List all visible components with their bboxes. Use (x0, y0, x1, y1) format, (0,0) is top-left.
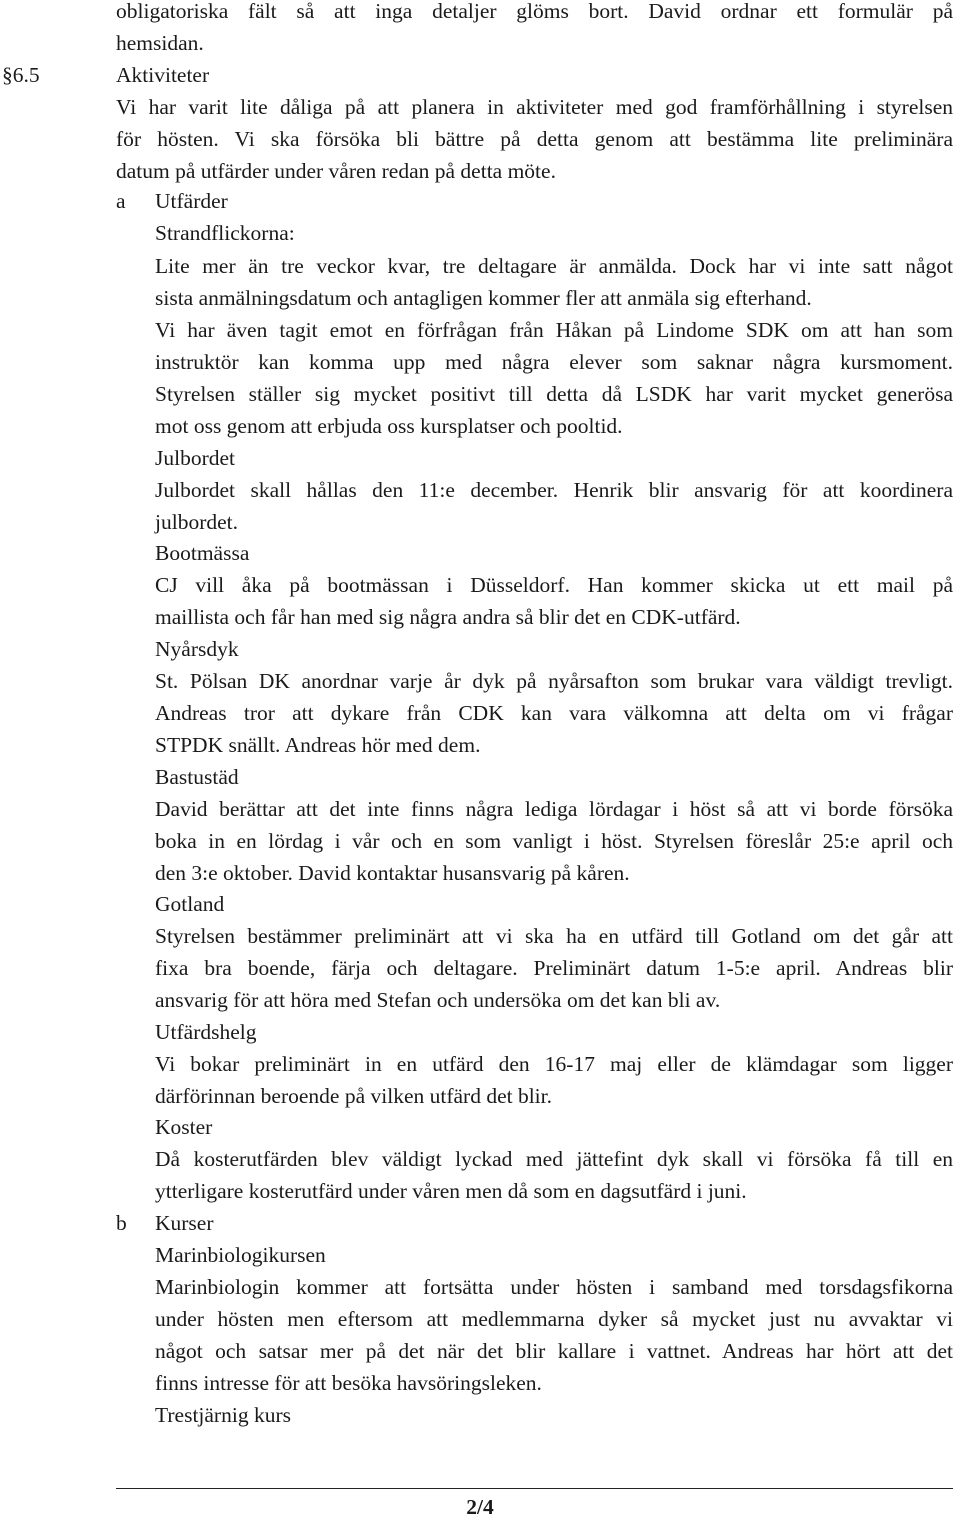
paragraph-line: sista anmälningsdatum och antagligen kommer fler att anmäla sig efterhand. (155, 286, 812, 310)
subheading-gotland: Gotland (155, 892, 225, 916)
paragraph-line: Vi bokar preliminärt in en utfärd den 16-17 maj eller de klämdagar som ligger (155, 1052, 953, 1076)
paragraph-line: Lite mer än tre veckor kvar, tre deltagare är anmälda. Dock har vi inte satt något (155, 254, 953, 278)
intro-line: obligatoriska fält så att inga detaljer glöms bort. David ordnar ett formulär på (116, 0, 953, 23)
paragraph-line: instruktör kan komma upp med några elever som saknar några kursmoment. (155, 350, 953, 374)
subheading-marinbiologikursen: Marinbiologikursen (155, 1243, 326, 1267)
footer-divider (116, 1488, 953, 1489)
paragraph-line: David berättar att det inte finns några lediga lördagar i höst så att vi borde försöka (155, 797, 953, 821)
section-paragraph-line: Vi har varit lite dåliga på att planera in aktiviteter med god framförhållning i styrelsen (116, 95, 953, 119)
paragraph-line: STPDK snällt. Andreas hör med dem. (155, 733, 481, 757)
paragraph-line: maillista och får han med sig några andra så blir det en CDK-utfärd. (155, 605, 741, 629)
subheading-trestjarnig-kurs: Trestjärnig kurs (155, 1403, 291, 1427)
paragraph-line: den 3:e oktober. David kontaktar husansvarig på kåren. (155, 861, 630, 885)
paragraph-line: julbordet. (155, 510, 238, 534)
section-paragraph-line: för hösten. Vi ska försöka bli bättre på detta genom att bestämma lite preliminära (116, 127, 953, 151)
paragraph-line: St. Pölsan DK anordnar varje år dyk på nyårsafton som brukar vara väldigt trevligt. (155, 669, 953, 693)
item-letter: b (116, 1211, 127, 1235)
paragraph-line: finns intresse för att besöka havsöringsleken. (155, 1371, 542, 1395)
paragraph-line: ansvarig för att höra med Stefan och undersöka om det kan bli av. (155, 988, 721, 1012)
subheading-bastustad: Bastustäd (155, 765, 239, 789)
paragraph-line: något och satsar mer på det när det blir kallare i vattnet. Andreas har hört att det (155, 1339, 953, 1363)
subheading-strandflickorna: Strandflickorna: (155, 221, 295, 245)
paragraph-line: Styrelsen ställer sig mycket positivt till detta då LSDK har varit mycket generösa (155, 382, 953, 406)
page-number: 2/4 (466, 1495, 494, 1519)
subheading-bootmassa: Bootmässa (155, 541, 250, 565)
subheading-julbordet: Julbordet (155, 446, 236, 470)
paragraph-line: därförinnan beroende på vilken utfärd det blir. (155, 1084, 553, 1108)
paragraph-line: Styrelsen bestämmer preliminärt att vi ska ha en utfärd till Gotland om det går att (155, 924, 953, 948)
item-letter: a (116, 189, 126, 213)
section-paragraph-line: datum på utfärder under våren redan på detta möte. (116, 159, 556, 183)
intro-line: hemsidan. (116, 31, 204, 55)
paragraph-line: Andreas tror att dykare från CDK kan vara välkomna att delta om vi frågar (155, 701, 953, 725)
paragraph-line: Vi har även tagit emot en förfrågan från Håkan på Lindome SDK om att han som (155, 318, 953, 342)
subheading-koster: Koster (155, 1115, 213, 1139)
subheading-utfardshelg: Utfärdshelg (155, 1020, 257, 1044)
paragraph-line: mot oss genom att erbjuda oss kursplatser och pooltid. (155, 414, 623, 438)
item-title: Utfärder (155, 189, 228, 213)
paragraph-line: boka in en lördag i vår och en som vanligt i höst. Styrelsen föreslår 25:e april och (155, 829, 953, 853)
paragraph-line: ytterligare kosterutfärd under våren men då som en dagsutfärd i juni. (155, 1179, 747, 1203)
section-number: §6.5 (2, 63, 40, 87)
paragraph-line: under hösten men eftersom att medlemmarna dyker så mycket just nu avvaktar vi (155, 1307, 953, 1331)
subheading-nyarsdyk: Nyårsdyk (155, 637, 239, 661)
paragraph-line: CJ vill åka på bootmässan i Düsseldorf. Han kommer skicka ut ett mail på (155, 573, 953, 597)
section-title: Aktiviteter (116, 63, 210, 87)
paragraph-line: fixa bra boende, färja och deltagare. Preliminärt datum 1-5:e april. Andreas blir (155, 956, 953, 980)
item-title: Kurser (155, 1211, 214, 1235)
paragraph-line: Marinbiologin kommer att fortsätta under hösten i samband med torsdagsfikorna (155, 1275, 953, 1299)
paragraph-line: Julbordet skall hållas den 11:e december. Henrik blir ansvarig för att koordinera (155, 478, 953, 502)
paragraph-line: Då kosterutfärden blev väldigt lyckad med jättefint dyk skall vi försöka få till en (155, 1147, 953, 1171)
